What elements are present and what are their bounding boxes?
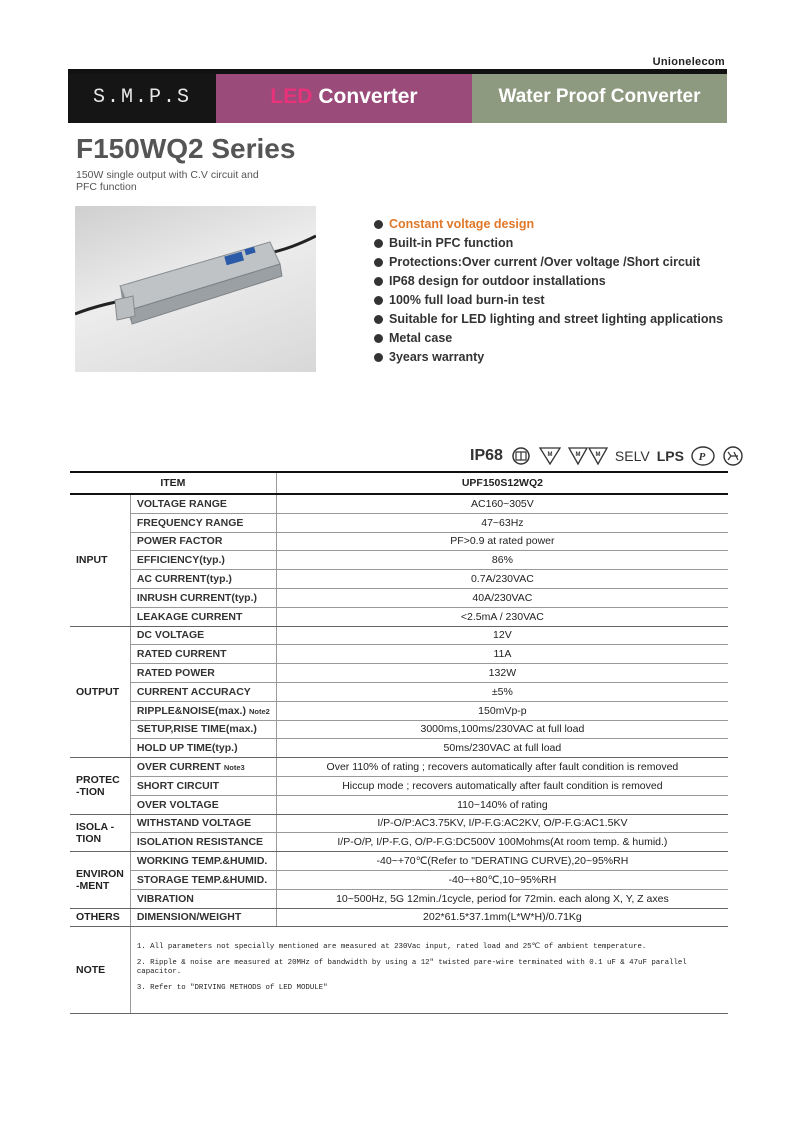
table-row (70, 645, 728, 664)
spec-item (130, 607, 276, 626)
spec-value: 0.7A/230VAC (276, 570, 728, 589)
spec-item (130, 739, 276, 758)
spec-item (130, 626, 276, 645)
spec-item (130, 494, 276, 513)
spec-item-label: RIPPLE&NOISE(max.) (136, 704, 246, 717)
spec-value: 50ms/230VAC at full load (276, 739, 728, 758)
spec-item (130, 588, 276, 607)
spec-item-label: SHORT CIRCUIT (136, 779, 220, 792)
group-label: ISOLA -TION (70, 814, 130, 852)
table-row (70, 551, 728, 570)
table-row (70, 720, 728, 739)
spec-item (130, 870, 276, 889)
brand-name: Unionelecom (652, 56, 725, 68)
table-row (70, 758, 728, 777)
group-label: OUTPUT (70, 626, 130, 758)
table-row (70, 532, 728, 551)
table-row (70, 701, 728, 720)
banner-top-rule (68, 69, 727, 74)
bullet-icon (374, 315, 383, 324)
model-header: UPF150S12WQ2 (276, 472, 728, 494)
spec-value: 86% (276, 551, 728, 570)
spec-item (130, 795, 276, 814)
spec-item (130, 664, 276, 683)
spec-value: I/P-O/P:AC3.75KV, I/P-F.G:AC2KV, O/P-F.G:AC1.5KV (276, 814, 728, 833)
category-banner (68, 71, 727, 123)
spec-item (130, 532, 276, 551)
table-row (70, 626, 728, 645)
bullet-icon (374, 220, 383, 229)
spec-item (130, 551, 276, 570)
table-row (70, 682, 728, 701)
svg-text:M: M (575, 452, 581, 458)
spec-item-label: FREQUENCY RANGE (136, 516, 244, 529)
spec-value: Over 110% of rating ; recovers automatically after fault condition is removed (276, 758, 728, 777)
spec-item-label: SETUP,RISE TIME(max.) (136, 723, 257, 736)
bullet-icon (374, 258, 383, 267)
spec-item (130, 852, 276, 871)
bullet-icon (374, 239, 383, 248)
spec-value: 47~63Hz (276, 513, 728, 532)
spec-value: 150mVp-p (276, 701, 728, 720)
spec-item-label: INRUSH CURRENT(typ.) (136, 591, 258, 604)
spec-item-label: DIMENSION/WEIGHT (136, 911, 242, 924)
transformer-safety-icon (510, 446, 532, 466)
item-header: ITEM (70, 472, 276, 494)
note-item: 1. All parameters not specially mentioned are measured at 230Vac input, rated load and 25℃ of ambient temperature. (136, 943, 647, 952)
spec-value: 40A/230VAC (276, 588, 728, 607)
banner-converter-word: Converter (318, 85, 418, 108)
svg-text:P: P (698, 451, 706, 463)
spec-item (130, 513, 276, 532)
spec-item (130, 908, 276, 927)
spec-value: I/P-O/P, I/P-F.G, O/P-F.G:DC500V 100Mohms(At room temp. & humid.) (276, 833, 728, 852)
table-row (70, 814, 728, 833)
table-row (70, 776, 728, 795)
feature-item: IP68 design for outdoor installations (374, 272, 723, 291)
banner-waterproof: Water Proof Converter (472, 71, 727, 123)
ip68-mark: IP68 (470, 447, 503, 464)
notes-row (70, 927, 728, 1014)
spec-item-label: DC VOLTAGE (136, 629, 205, 642)
feature-item: Constant voltage design (374, 215, 723, 234)
mm-mark-icon (539, 446, 561, 466)
spec-value: -40~+70℃(Refer to "DERATING CURVE),20~95%RH (276, 852, 728, 871)
bullet-icon (374, 334, 383, 343)
table-row (70, 664, 728, 683)
spec-item-label: OVER VOLTAGE (136, 798, 219, 811)
product-image (75, 206, 316, 372)
spec-item (130, 682, 276, 701)
series-subtitle: 150W single output with C.V circuit and PFC function (76, 169, 259, 193)
table-row (70, 494, 728, 513)
svg-text:M: M (547, 452, 553, 458)
spec-item (130, 758, 276, 777)
spec-item-label: LEAKAGE CURRENT (136, 610, 243, 623)
svg-text:M: M (595, 452, 601, 458)
group-label: OTHERS (70, 908, 130, 927)
group-label: INPUT (70, 494, 130, 626)
certification-marks (470, 446, 744, 466)
spec-value: 3000ms,100ms/230VAC at full load (276, 720, 728, 739)
spec-item-label: STORAGE TEMP.&HUMID. (136, 873, 268, 886)
spec-item-label: AC CURRENT(typ.) (136, 573, 232, 586)
group-label: ENVIRON -MENT (70, 852, 130, 908)
feature-item: Built-in PFC function (374, 234, 723, 253)
specification-table (70, 471, 728, 1014)
series-title: F150WQ2 Series (76, 133, 296, 164)
banner-led-word: LED (270, 85, 313, 108)
spec-item-label: POWER FACTOR (136, 535, 223, 548)
table-row (70, 870, 728, 889)
feature-item: Suitable for LED lighting and street lighting applications (374, 310, 723, 329)
spec-item-label: VOLTAGE RANGE (136, 497, 227, 510)
spec-value: Hiccup mode ; recovers automatically after fault condition is removed (276, 776, 728, 795)
spec-item-label: OVER CURRENT (136, 761, 221, 774)
spec-item-label: VIBRATION (136, 892, 194, 905)
note-item: 3. Refer to "DRIVING METHODS of LED MODULE" (136, 984, 328, 993)
product-photo (75, 206, 316, 372)
spec-note-ref: Note2 (248, 706, 270, 716)
note-item: 2. Ripple & noise are measured at 20MHz of bandwidth by using a 12" twisted pare-wire terminated with 0.1 uF & 47uF parallel capacitor. (136, 959, 687, 977)
spec-item-label: CURRENT ACCURACY (136, 685, 251, 698)
table-row (70, 513, 728, 532)
table-row (70, 570, 728, 589)
spec-item-label: WITHSTAND VOLTAGE (136, 817, 252, 830)
table-row (70, 889, 728, 908)
spec-item-label: EFFICIENCY(typ.) (136, 554, 225, 567)
kc-mark-icon (722, 446, 744, 466)
spec-item-label: WORKING TEMP.&HUMID. (136, 855, 268, 868)
table-row (70, 739, 728, 758)
feature-item: 100% full load burn-in test (374, 291, 723, 310)
spec-item (130, 814, 276, 833)
group-label: PROTEC -TION (70, 758, 130, 814)
spec-item (130, 889, 276, 908)
table-row (70, 852, 728, 871)
feature-list (374, 215, 723, 367)
spec-value: <2.5mA / 230VAC (276, 607, 728, 626)
spec-item (130, 570, 276, 589)
selv-mark: SELV (614, 448, 650, 464)
spec-item (130, 645, 276, 664)
mm-double-mark-icon (568, 446, 608, 466)
bullet-icon (374, 353, 383, 362)
spec-value: 11A (276, 645, 728, 664)
bullet-icon (374, 296, 383, 305)
spec-value: 10~500Hz, 5G 12min./1cycle, period for 72min. each along X, Y, Z axes (276, 889, 728, 908)
table-row (70, 833, 728, 852)
spec-item (130, 720, 276, 739)
lps-mark: LPS (656, 448, 684, 464)
spec-item-label: RATED CURRENT (136, 648, 227, 661)
spec-value: -40~+80℃,10~95%RH (276, 870, 728, 889)
feature-item: Protections:Over current /Over voltage /Short circuit (374, 253, 723, 272)
spec-item (130, 701, 276, 720)
spec-value: PF>0.9 at rated power (276, 532, 728, 551)
table-row (70, 908, 728, 927)
feature-item: Metal case (374, 329, 723, 348)
banner-led-converter (216, 71, 472, 123)
notes-content (130, 927, 728, 1014)
table-row (70, 607, 728, 626)
spec-item (130, 833, 276, 852)
spec-value: 132W (276, 664, 728, 683)
spec-item (130, 776, 276, 795)
spec-value: ±5% (276, 682, 728, 701)
spec-value: 202*61.5*37.1mm(L*W*H)/0.71Kg (276, 908, 728, 927)
banner-smps: S.M.P.S (68, 71, 216, 123)
note-label: NOTE (70, 927, 130, 1014)
spec-item-label: RATED POWER (136, 667, 215, 680)
table-row (70, 588, 728, 607)
bullet-icon (374, 277, 383, 286)
spec-value: 12V (276, 626, 728, 645)
spec-item-label: ISOLATION RESISTANCE (136, 836, 264, 849)
pse-mark-icon (691, 446, 715, 466)
feature-item: 3years warranty (374, 348, 723, 367)
spec-value: 110~140% of rating (276, 795, 728, 814)
spec-note-ref: Note3 (223, 763, 245, 773)
spec-value: AC160~305V (276, 494, 728, 513)
table-row (70, 795, 728, 814)
spec-item-label: HOLD UP TIME(typ.) (136, 742, 238, 755)
